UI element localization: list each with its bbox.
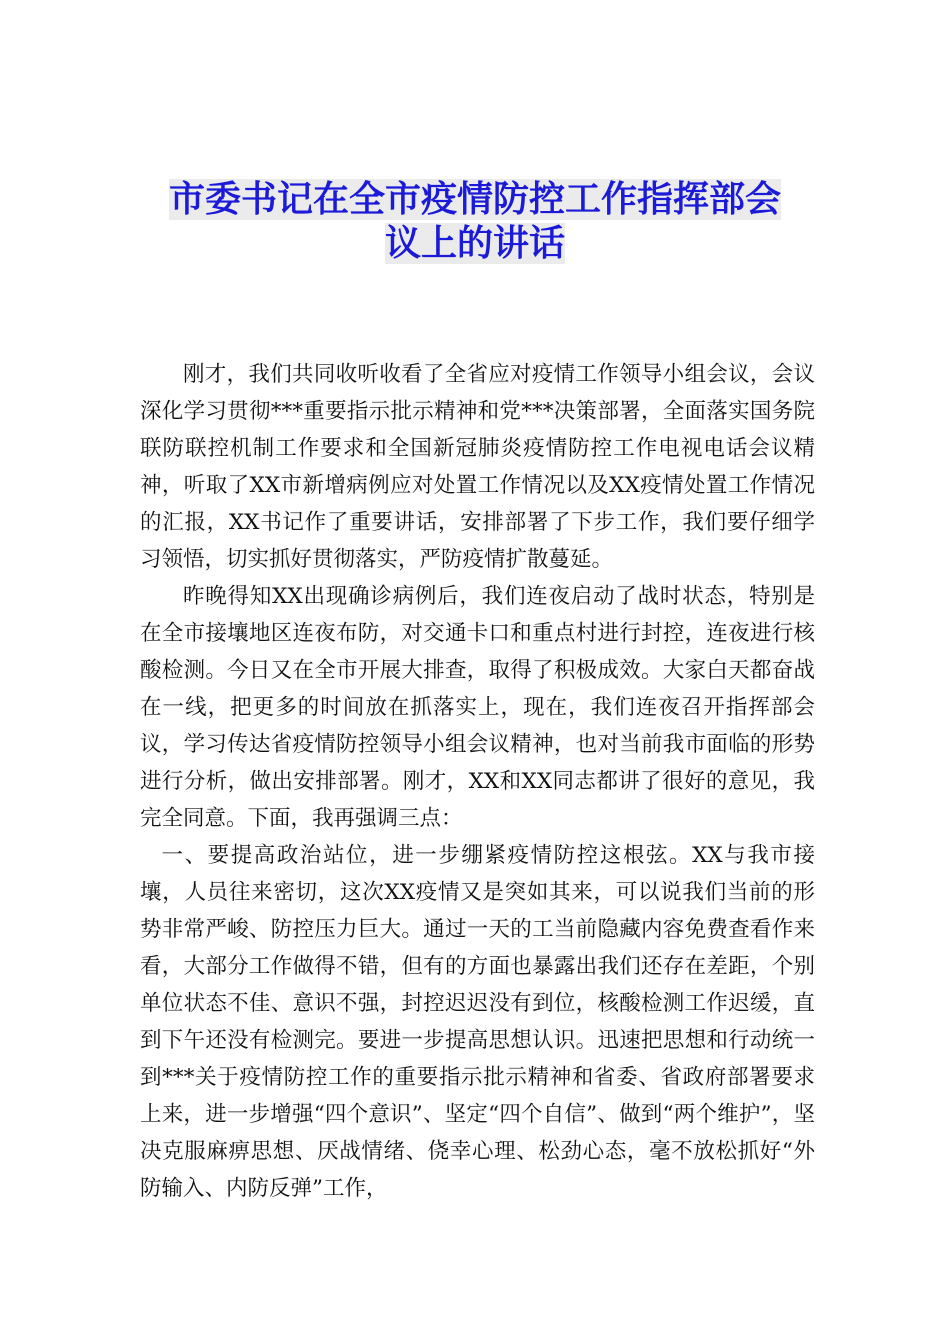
title-line-1: 市委书记在全市疫情防控工作指挥部会 xyxy=(168,179,781,220)
paragraph-3: 一、要提高政治站位，进一步绷紧疫情防控这根弦。XX与我市接壤，人员往来密切，这次XX疫情又是突如其来，可以说我们当前的形势非常严峻、防控压力巨大。通过一天的工当前隐藏内容免费查看作来看，大部分工作做得不错，但有的方面也暴露出我们还存在差距，个别单位状态不佳、意识不强，封控迟迟没有到位，核酸检测工作迟缓，直到下午还没有检测完。要进一步提高思想认识。迅速把思想和行动统一到***关于疫情防控工作的重要指示批示精神和省委、省政府部署要求上来，进一步增强“四个意识”、坚定“四个自信”、做到“两个维护”，坚决克服麻痹思想、厌战情绪、侥幸心理、松劲心态，毫不放松抓好“外防输入、内防反弹”工作， xyxy=(140,843,815,1201)
document-body xyxy=(140,356,815,1207)
title-line-2: 议上的讲话 xyxy=(384,223,565,264)
paragraph-2: 昨晚得知XX出现确诊病例后，我们连夜启动了战时状态，特别是在全市接壤地区连夜布防，对交通卡口和重点村进行封控，连夜进行核酸检测。今日又在全市开展大排查，取得了积极成效。大家白天都奋战在一线，把更多的时间放在抓落实上，现在，我们连夜召开指挥部会议，学习传达省疫情防控领导小组会议精神，也对当前我市面临的形势进行分析，做出安排部署。刚才，XX和XX同志都讲了很好的意见，我完全同意。下面，我再强调三点： xyxy=(140,584,815,831)
document-title xyxy=(140,178,810,266)
paragraph-1: 刚才，我们共同收听收看了全省应对疫情工作领导小组会议，会议深化学习贯彻***重要指示批示精神和党***决策部署，全面落实国务院联防联控机制工作要求和全国新冠肺炎疫情防控工作电视电话会议精神，听取了XX市新增病例应对处置工作情况以及XX疫情处置工作情况的汇报，XX书记作了重要讲话，安排部署了下步工作，我们要仔细学习领悟，切实抓好贯彻落实，严防疫情扩散蔓延。 xyxy=(140,362,815,572)
